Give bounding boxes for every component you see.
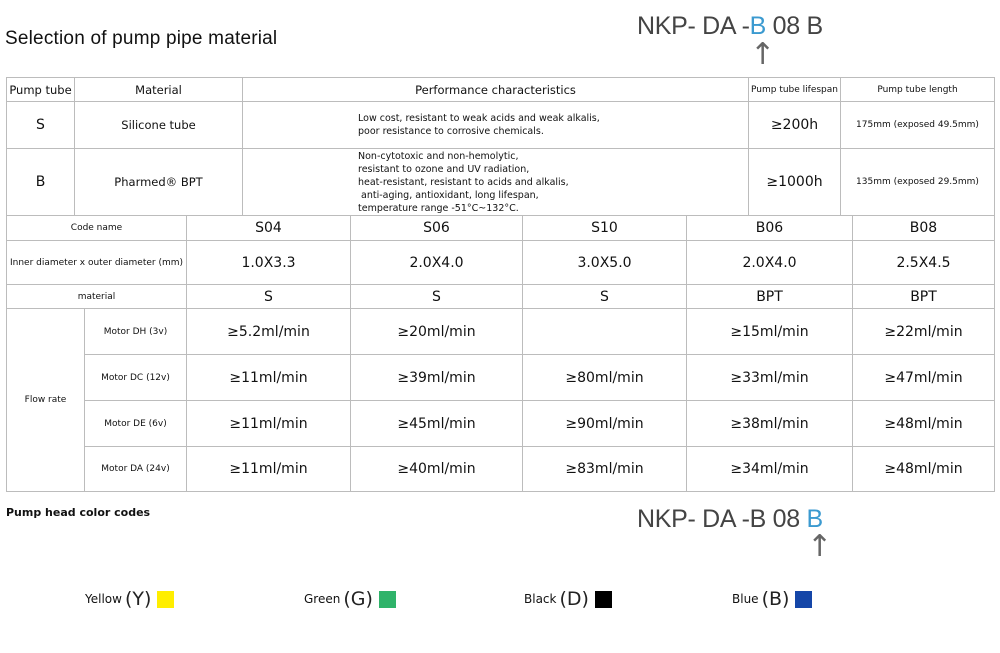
color-green [304, 588, 396, 610]
material-table-header [7, 78, 995, 102]
motor-label: Motor DE (6v) [85, 401, 187, 447]
model-code-suffix: 08 B [765, 12, 823, 40]
material-table [6, 77, 995, 216]
diameter-cell: 2.5X4.5 [853, 241, 995, 285]
flow-cell: ≥45ml/min [351, 401, 523, 447]
table-row [7, 149, 995, 216]
code-cell: S06 [351, 216, 523, 241]
up-arrow-icon: ↑ [807, 529, 833, 564]
flow-row [7, 309, 995, 355]
yellow-swatch [157, 591, 174, 608]
material-cell: BPT [687, 285, 853, 309]
flow-cell: ≥22ml/min [853, 309, 995, 355]
flow-row [7, 355, 995, 401]
black-swatch [595, 591, 612, 608]
tube-code: S [7, 102, 75, 149]
color-yellow [85, 588, 174, 610]
material-row [7, 285, 995, 309]
flow-cell: ≥11ml/min [187, 447, 351, 492]
flow-cell: ≥33ml/min [687, 355, 853, 401]
performance-text: Non-cytotoxic and non-hemolytic, resistant to ozone and UV radiation, heat-resistant, resistant to acids and alkalis, anti-aging, antioxidant, long lifespan, temperature range -51°C~132°C. [243, 149, 749, 216]
material-name: Pharmed® BPT [75, 149, 243, 216]
diameter-cell: 2.0X4.0 [687, 241, 853, 285]
header-performance: Performance characteristics [243, 78, 749, 102]
color-name: Blue [732, 592, 759, 606]
up-arrow-icon: ↑ [750, 37, 776, 72]
length-value: 175mm (exposed 49.5mm) [841, 102, 995, 149]
model-code-prefix: NKP- DA - [637, 12, 750, 40]
blue-swatch [795, 591, 812, 608]
material-label: material [7, 285, 187, 309]
material-cell: S [187, 285, 351, 309]
tube-code: B [7, 149, 75, 216]
code-cell: S10 [523, 216, 687, 241]
diameter-cell: 2.0X4.0 [351, 241, 523, 285]
flow-cell: ≥40ml/min [351, 447, 523, 492]
material-name: Silicone tube [75, 102, 243, 149]
header-material: Material [75, 78, 243, 102]
code-cell: B08 [853, 216, 995, 241]
code-cell: S04 [187, 216, 351, 241]
flow-cell: ≥38ml/min [687, 401, 853, 447]
color-code: (D) [559, 588, 589, 610]
motor-label: Motor DA (24v) [85, 447, 187, 492]
model-code-bottom [637, 505, 823, 534]
flow-cell: ≥15ml/min [687, 309, 853, 355]
flow-cell: ≥5.2ml/min [187, 309, 351, 355]
code-row [7, 216, 995, 241]
motor-label: Motor DH (3v) [85, 309, 187, 355]
flow-row [7, 447, 995, 492]
flow-cell: ≥83ml/min [523, 447, 687, 492]
color-code: (B) [761, 588, 790, 610]
motor-label: Motor DC (12v) [85, 355, 187, 401]
model-code-top [637, 12, 823, 41]
diameter-label: Inner diameter x outer diameter (mm) [7, 241, 187, 285]
length-value: 135mm (exposed 29.5mm) [841, 149, 995, 216]
flow-cell: ≥39ml/min [351, 355, 523, 401]
material-cell: S [351, 285, 523, 309]
flow-cell: ≥34ml/min [687, 447, 853, 492]
header-pump-tube: Pump tube [7, 78, 75, 102]
color-name: Yellow [85, 592, 122, 606]
spec-table [6, 215, 995, 492]
model-code-highlight: B [749, 12, 766, 40]
flow-cell: ≥20ml/min [351, 309, 523, 355]
model-code-prefix: NKP- DA -B 08 [637, 505, 807, 533]
model-code-highlight: B [806, 505, 823, 533]
flow-cell: ≥80ml/min [523, 355, 687, 401]
flow-cell: ≥48ml/min [853, 401, 995, 447]
flow-cell: ≥48ml/min [853, 447, 995, 492]
material-cell: BPT [853, 285, 995, 309]
color-black [524, 588, 612, 610]
material-cell: S [523, 285, 687, 309]
green-swatch [379, 591, 396, 608]
flow-cell: ≥90ml/min [523, 401, 687, 447]
diameter-cell: 1.0X3.3 [187, 241, 351, 285]
page-title: Selection of pump pipe material [5, 28, 278, 49]
flow-cell: ≥11ml/min [187, 401, 351, 447]
lifespan-value: ≥200h [749, 102, 841, 149]
diameter-cell: 3.0X5.0 [523, 241, 687, 285]
diameter-row [7, 241, 995, 285]
color-name: Black [524, 592, 557, 606]
flow-row [7, 401, 995, 447]
header-length: Pump tube length [841, 78, 995, 102]
lifespan-value: ≥1000h [749, 149, 841, 216]
header-lifespan: Pump tube lifespan [749, 78, 841, 102]
table-row [7, 102, 995, 149]
code-cell: B06 [687, 216, 853, 241]
flow-cell: ≥11ml/min [187, 355, 351, 401]
flow-cell [523, 309, 687, 355]
color-code: (Y) [124, 588, 152, 610]
color-blue [732, 588, 812, 610]
flow-cell: ≥47ml/min [853, 355, 995, 401]
color-section-title: Pump head color codes [6, 506, 151, 519]
code-label: Code name [7, 216, 187, 241]
flow-rate-label: Flow rate [7, 309, 85, 492]
performance-text: Low cost, resistant to weak acids and weak alkalis, poor resistance to corrosive chemicals. [243, 102, 749, 149]
color-code: (G) [343, 588, 373, 610]
color-name: Green [304, 592, 341, 606]
